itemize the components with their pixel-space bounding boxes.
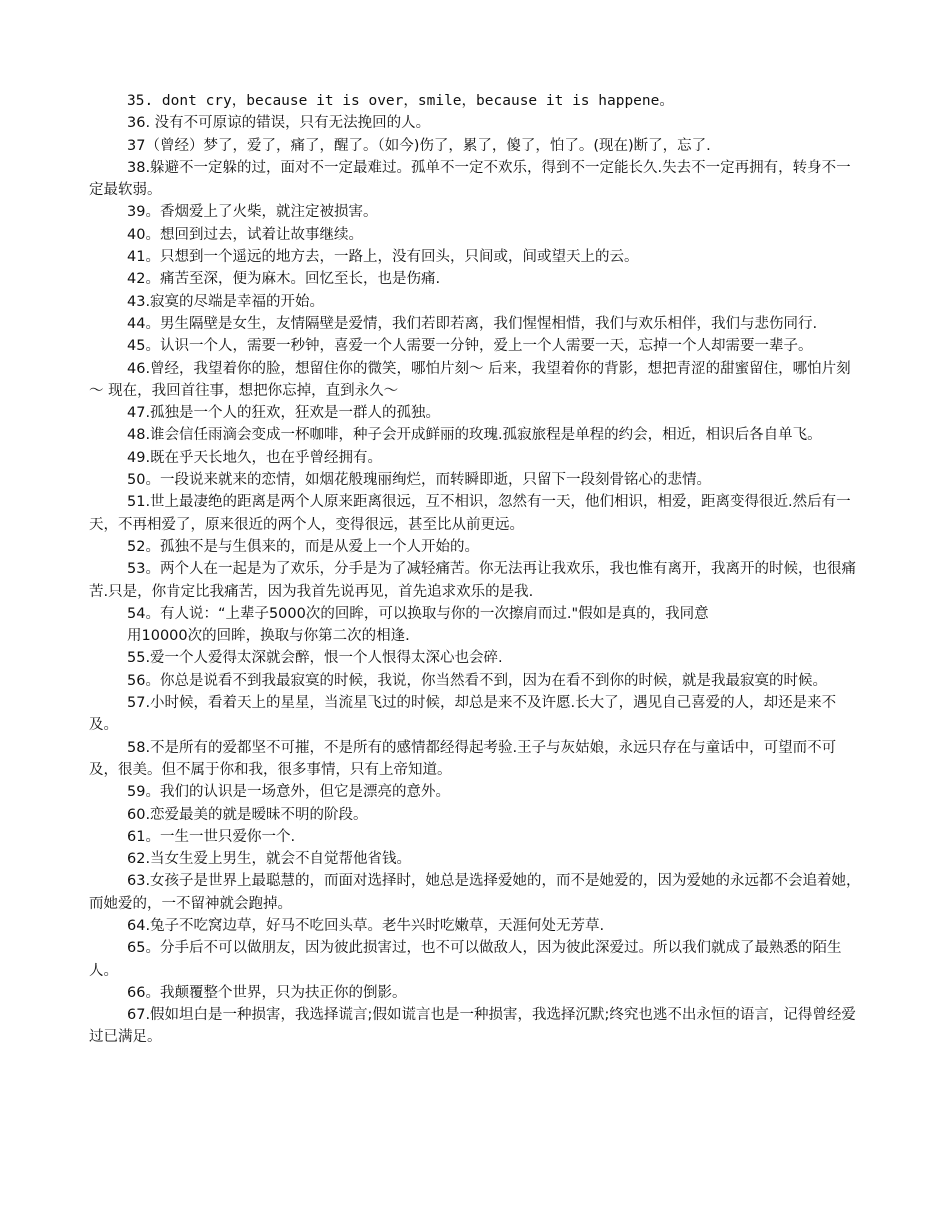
paragraph-52: 52。孤独不是与生俱来的，而是从爱上一个人开始的。 xyxy=(127,538,479,555)
paragraph-54-continued: 用10000次的回眸，换取与你第二次的相逢. xyxy=(127,628,410,645)
paragraph-48: 48.谁会信任雨滴会变成一杯咖啡，种子会开成鲜丽的玫瑰.孤寂旅程是单程的约会，相近，相识后各自单飞。 xyxy=(127,427,822,444)
paragraph-39: 39。香烟爱上了火柴，就注定被损害。 xyxy=(127,204,378,221)
paragraph-60: 60.恋爱最美的就是暧昧不明的阶段。 xyxy=(127,806,368,823)
paragraph-38: 38.躲避不一定躲的过，面对不一定最难过。孤单不一定不欢乐，得到不一定能长久.失去不一定再拥有，转身不一定最软弱。 xyxy=(89,159,851,199)
paragraph-54: 54。有人说：“上辈子5000次的回眸，可以换取与你的一次擦肩而过."假如是真的，我同意 xyxy=(127,605,709,622)
paragraph-61: 61。一生一世只爱你一个. xyxy=(127,828,296,845)
paragraph-67: 67.假如坦白是一种损害，我选择谎言;假如谎言也是一种损害，我选择沉默;终究也逃不出永恒的语言，记得曾经爱过已满足。 xyxy=(89,1007,856,1046)
paragraph-53: 53。两个人在一起是为了欢乐，分手是为了减轻痛苦。你无法再让我欢乐，我也惟有离开，我离开的时候，也很痛苦.只是，你肯定比我痛苦，因为我首先说再见，首先追求欢乐的是我. xyxy=(89,561,856,600)
paragraph-56: 56。你总是说看不到我最寂寞的时候，我说，你当然看不到，因为在看不到你的时候，就是我最寂寞的时候。 xyxy=(127,672,827,689)
paragraph-43: 43.寂寞的尽端是幸福的开始。 xyxy=(127,293,325,310)
paragraph-58: 58.不是所有的爱都坚不可摧，不是所有的感情都经得起考验.王子与灰姑娘，永远只存在与童话中，可望而不可及，很美。但不属于你和我，很多事情，只有上帝知道。 xyxy=(89,739,837,778)
paragraph-41: 41。只想到一个遥远的地方去，一路上，没有回头，只间或，间或望天上的云。 xyxy=(127,249,639,266)
paragraph-37: 37（曾经）梦了，爱了，痛了，醒了。（如今)伤了，累了，傻了，怕了。(现在)断了，忘了. xyxy=(127,137,711,154)
paragraph-42: 42。痛苦至深，便为麻木。回忆至长，也是伤痛. xyxy=(127,271,441,288)
paragraph-50: 50。一段说来就来的恋情，如烟花般瑰丽绚烂，而转瞬即逝，只留下一段刻骨铭心的悲情。 xyxy=(127,472,711,489)
paragraph-55: 55.爱一个人爱得太深就会醉，恨一个人恨得太深心也会碎. xyxy=(127,650,503,667)
paragraph-51: 51.世上最凄绝的距离是两个人原来距离很远，互不相识，忽然有一天，他们相识，相爱，距离变得很近.然后有一天，不再相爱了，原来很近的两个人，变得很远，甚至比从前更远。 xyxy=(89,494,851,533)
paragraph-47: 47.孤独是一个人的狂欢，狂欢是一群人的孤独。 xyxy=(127,405,441,422)
paragraph-44: 44。男生隔壁是女生，友情隔壁是爱情，我们若即若离，我们惺惺相惜，我们与欢乐相伴，我们与悲伤同行. xyxy=(127,315,818,332)
paragraph-65: 65。分手后不可以做朋友，因为彼此损害过，也不可以做敌人，因为彼此深爱过。所以我们就成了最熟悉的陌生人。 xyxy=(89,940,842,979)
paragraph-57: 57.小时候，看着天上的星星，当流星飞过的时候，却总是来不及许愿.长大了，遇见自己喜爱的人，却还是来不及。 xyxy=(89,695,837,734)
paragraph-62: 62.当女生爱上男生，就会不自觉帮他省钱。 xyxy=(127,851,412,868)
paragraph-40: 40。想回到过去，试着让故事继续。 xyxy=(127,226,363,243)
paragraph-36: 36. 没有不可原谅的错误，只有无法挽回的人。 xyxy=(127,115,431,132)
paragraph-66: 66。我颠覆整个世界，只为扶正你的倒影。 xyxy=(127,984,407,1001)
document-body xyxy=(89,90,864,1049)
paragraph-46: 46.曾经，我望着你的脸，想留住你的微笑，哪怕片刻～ 后来，我望着你的背影，想把青涩的甜蜜留住，哪怕片刻～ 现在，我回首往事，想把你忘掉，直到永久～ xyxy=(89,360,851,399)
paragraph-64: 64.兔子不吃窝边草，好马不吃回头草。老牛兴时吃嫩草，天涯何处无芳草. xyxy=(127,917,605,934)
paragraph-45: 45。认识一个人，需要一秒钟，喜爱一个人需要一分钟，爱上一个人需要一天，忘掉一个人却需要一辈子。 xyxy=(127,338,813,355)
paragraph-59: 59。我们的认识是一场意外，但它是漂亮的意外。 xyxy=(127,784,450,801)
paragraph-35: 35. dont cry，because it is over，smile，because it is happene。 xyxy=(127,93,674,109)
paragraph-49: 49.既在乎天长地久，也在乎曾经拥有。 xyxy=(127,449,383,466)
paragraph-63: 63.女孩子是世界上最聪慧的，而面对选择时，她总是选择爱她的，而不是她爱的，因为爱她的永远都不会追着她，而她爱的，一不留神就会跑掉。 xyxy=(89,873,861,912)
